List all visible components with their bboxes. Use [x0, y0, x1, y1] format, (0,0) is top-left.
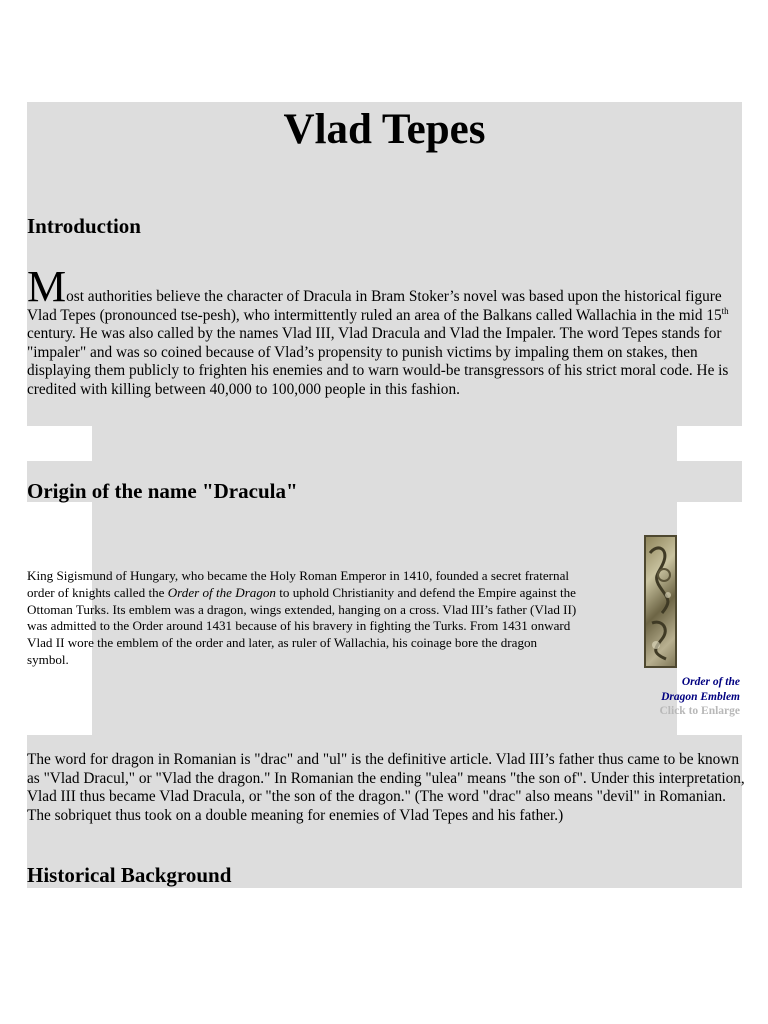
introduction-heading: Introduction	[27, 214, 141, 238]
introduction-paragraph	[27, 262, 745, 400]
click-to-enlarge-link[interactable]: Click to Enlarge	[659, 705, 740, 717]
origin-text-1: King Sigismund of Hungary, who became the Holy Roman Emperor in 1410, founded a secret fraternal order of knights called the	[27, 568, 570, 600]
emblem-caption	[640, 675, 740, 719]
caption-line-2: Dragon Emblem	[661, 690, 740, 703]
dropcap-letter: M	[27, 262, 67, 311]
intro-text-1: ost authorities believe the character of Dracula in Bram Stoker’s novel was based upon the historical figure Vlad Tepes (pronounced tse-pesh), who intermittently ruled an area of the Balkans called Wallachia in the mid 15	[27, 288, 722, 324]
page-title: Vlad Tepes	[283, 106, 486, 153]
order-of-dragon-italic: Order of the Dragon	[167, 584, 276, 600]
origin-heading: Origin of the name "Dracula"	[27, 479, 298, 503]
intro-superscript: th	[721, 305, 729, 316]
origin-paragraph-2: The word for dragon in Romanian is "drac" and "ul" is the definitive article. Vlad III’s father thus came to be known as "Vlad Dracul," or "Vlad the dragon." In Romanian the ending "ulea" means "the son of". Under this interpretation, Vlad III thus became Vlad Dracula, or "the son of the dragon." (The word "drac" also means "devil" in Romanian. The sobriquet thus took on a double meaning for enemies of Vlad Tepes and his father.)	[27, 751, 745, 824]
dragon-emblem-image[interactable]	[644, 535, 677, 668]
origin-paragraph-1	[27, 568, 579, 669]
origin-text-2: to uphold Christianity and defend the Empire against the Ottoman Turks. Its emblem was a dragon, wings extended, hanging on a cross. Vlad III’s father (Vlad II) was admitted to the Order around 1431 because of his bravery in fighting the Turks. From 1431 onward Vlad II wore the emblem of the order and later, as ruler of Wallachia, his coinage bore the dragon symbol.	[27, 584, 577, 667]
historical-background-heading: Historical Background	[27, 863, 232, 887]
caption-line-1: Order of the	[681, 676, 740, 688]
dragon-emblem-icon	[644, 535, 677, 668]
panel-intro-bottom	[92, 426, 677, 462]
intro-text-2: century. He was also called by the names Vlad III, Vlad Dracula and Vlad the Impaler. The word Tepes stands for "impaler" and was so coined because of Vlad’s propensity to punish victims by impaling them on stakes, then displaying them publicly to frighten his enemies and to warn would-be transgressors of his strict moral code. He is credited with killing between 40,000 to 100,000 people in this fashion.	[27, 325, 729, 398]
